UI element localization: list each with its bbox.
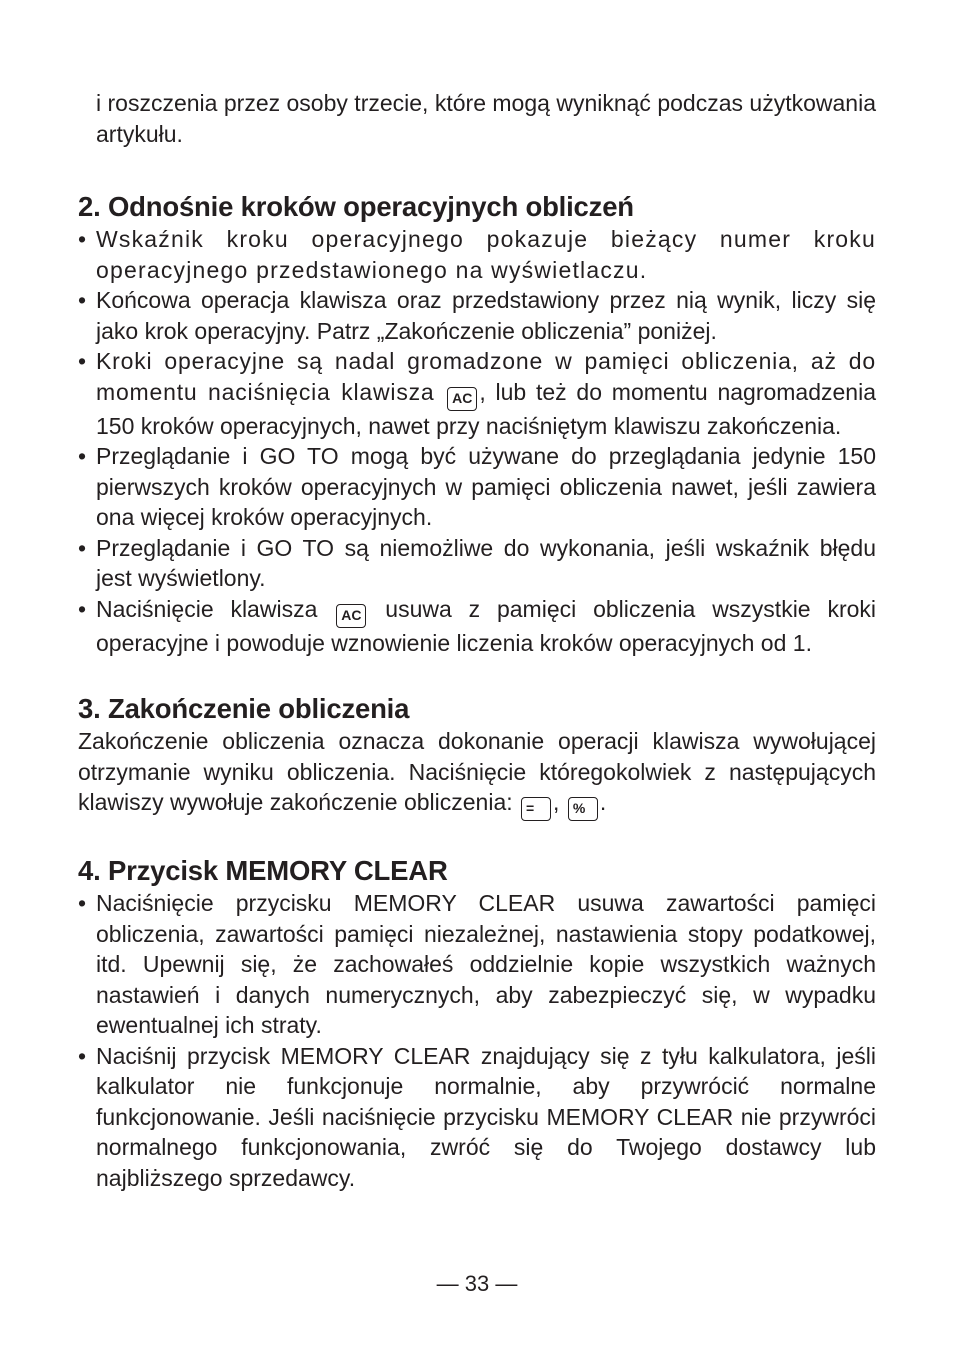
bullet: • (78, 890, 87, 916)
bullet: • (78, 226, 87, 252)
list-item-text: Naciśnięcie klawisza (96, 595, 335, 622)
list-item-text: Przeglądanie i GO TO są niemożliwe do wykonania, jeśli wskaźnik błędu jest wyświetlony. (96, 534, 876, 591)
equals-key-icon: = (521, 797, 551, 821)
bullet: • (78, 287, 87, 313)
percent-key-icon: % (568, 797, 598, 821)
section-2-list (78, 224, 876, 658)
list-item-text: Przeglądanie i GO TO mogą być używane do przeglądania jedynie 150 pierwszych kroków operacyjnych w pamięci obliczenia nawet, jeśli zawiera ona więcej kroków operacyjnych. (96, 443, 876, 530)
page-number: — 33 — (436, 1271, 518, 1296)
list-item-text: Naciśnij przycisk MEMORY CLEAR znajdujący się z tyłu kalkulatora, jeśli kalkulator nie funkcjonuje normalnie, aby przywrócić normalne funkcjonowanie. Jeśli naciśnięcie przycisku MEMORY CLEAR nie przywróci normalnego funkcjonowania, zwróć się do Twojego dostawcy lub najbliższego sprzedawcy. (96, 1042, 876, 1191)
list-item-text: Wskaźnik kroku operacyjnego pokazuje bieżący numer kroku operacyjnego przedstawionego na wyświetlaczu. (96, 226, 876, 283)
section-4-list (78, 888, 876, 1193)
bullet: • (78, 1042, 87, 1069)
section-2-heading: 2. Odnośnie kroków operacyjnych obliczeń (78, 191, 634, 222)
list-item (78, 346, 876, 441)
list-item-text: , lub też do momentu nagromadzenia 150 kroków operacyjnych, nawet przy naciśniętym klawiszu zakończenia. (96, 378, 876, 439)
separator: , (553, 789, 566, 815)
list-item (78, 594, 876, 659)
intro-paragraph: i roszczenia przez osoby trzecie, które mogą wyniknąć podczas użytkowania artykułu. (96, 90, 876, 147)
ac-key-icon: AC (336, 604, 366, 628)
bullet: • (78, 348, 87, 374)
section-3-paragraph (78, 726, 876, 821)
list-item (78, 1041, 876, 1194)
page-content (78, 88, 876, 1193)
section-4-heading: 4. Przycisk MEMORY CLEAR (78, 855, 448, 886)
paragraph-end: . (599, 789, 607, 815)
section-3-heading: 3. Zakończenie obliczenia (78, 693, 410, 724)
list-item (78, 285, 876, 346)
bullet: • (78, 534, 87, 561)
list-item-text: Naciśnięcie przycisku MEMORY CLEAR usuwa zawartości pamięci obliczenia, zawartości pamięci niezależnej, nastawienia stopy podatkowej, itd. Upewnij się, że zachowałeś oddzielnie kopie wszystkich ważnych nastawień i danych numerycznych, aby zabezpieczyć się, w wypadku ewentualnej ich straty. (96, 890, 876, 1038)
bullet: • (78, 443, 87, 469)
list-item (78, 441, 876, 533)
list-item-text: Końcowa operacja klawisza oraz przedstawiony przez nią wynik, liczy się jako krok operacyjny. Patrz „Zakończenie obliczenia” poniżej. (96, 287, 876, 344)
ac-key-icon: AC (447, 387, 477, 411)
list-item (78, 224, 876, 285)
paragraph-text: Zakończenie obliczenia oznacza dokonanie operacji klawisza wywołującej otrzymanie wyniku obliczenia. Naciśnięcie któregokolwiek z następujących klawiszy wywołuje zakończenie obliczenia: (78, 728, 876, 815)
list-item-text: Kroki operacyjne są nadal gromadzone w pamięci obliczenia, aż do momentu naciśnięcia klawisza (96, 348, 876, 405)
list-item-text: usuwa z pamięci obliczenia wszystkie kroki operacyjne i powoduje wznowienie liczenia kroków operacyjnych od 1. (96, 595, 876, 656)
list-item (78, 888, 876, 1041)
list-item (78, 533, 876, 594)
bullet: • (78, 595, 87, 622)
